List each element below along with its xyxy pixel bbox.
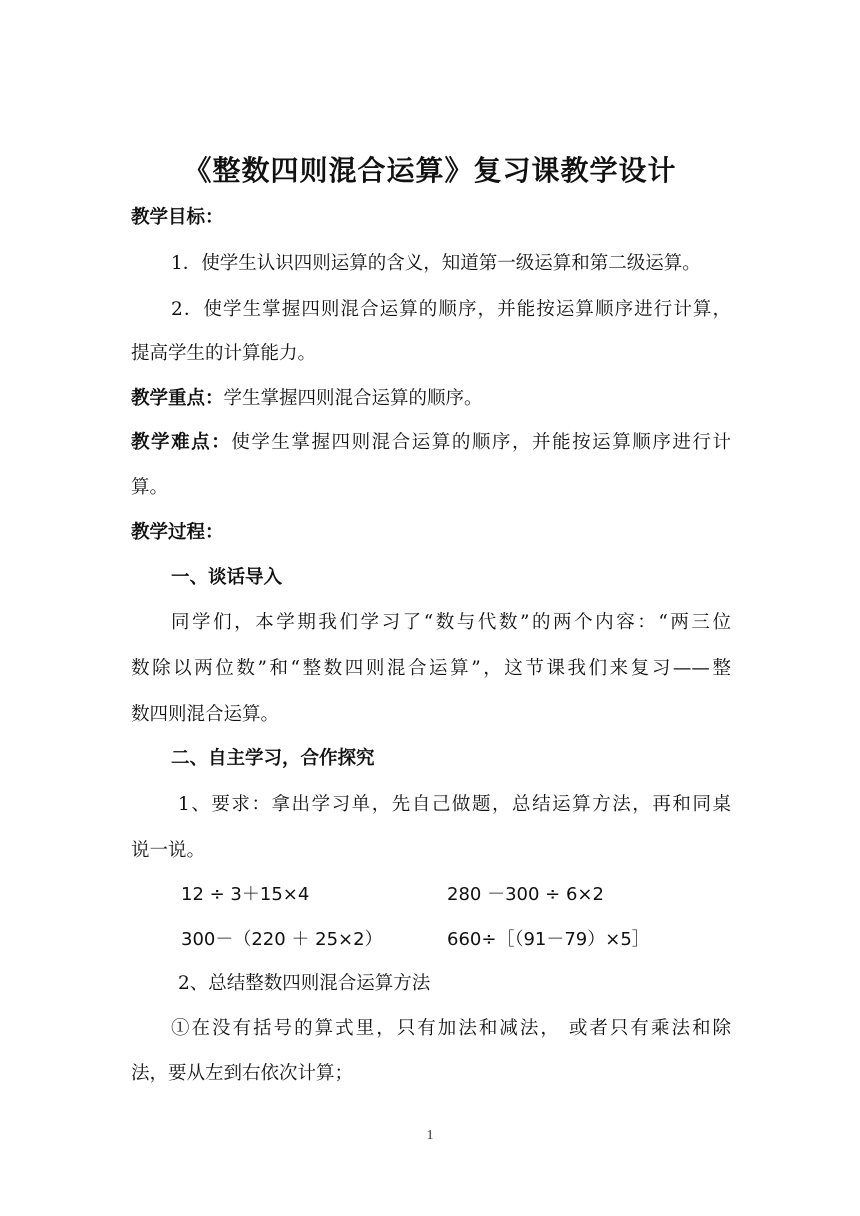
expression-2: 280 －300 ÷ 6×2 — [447, 884, 604, 905]
difficulty-label: 教学难点： — [131, 432, 232, 453]
process-heading: 教学过程： — [131, 522, 224, 543]
rule-1-line-2: 法，要从左到右依次计算； — [131, 1063, 354, 1084]
summary-title: 2、总结整数四则混合运算方法 — [178, 973, 431, 994]
goal-2-line-1: 2．使学生掌握四则混合运算的顺序，并能按运算顺序进行计算， — [171, 299, 731, 320]
goal-1: 1．使学生认识四则运算的含义，知道第一级运算和第二级运算。 — [171, 253, 701, 274]
difficulty-text: 使学生掌握四则混合运算的顺序，并能按运算顺序进行计 — [231, 432, 731, 453]
intro-line-1: 同学们，本学期我们学习了“数与代数”的两个内容：“两三位 — [171, 612, 731, 633]
key-point-text: 学生掌握四则混合运算的顺序。 — [223, 388, 483, 409]
intro-line-2: 数除以两位数”和“整数四则混合运算”，这节课我们来复习——整 — [131, 658, 731, 679]
difficulty-line-1 — [131, 429, 731, 457]
expression-1: 12 ÷ 3＋15×4 — [181, 884, 310, 905]
section-1-title: 一、谈话导入 — [171, 567, 283, 588]
key-point — [131, 385, 731, 413]
intro-line-3: 数四则混合运算。 — [131, 704, 280, 725]
expression-3: 300－（220 ＋ 25×2） — [181, 929, 383, 950]
rule-1-line-1: ①在没有括号的算式里，只有加法和减法， 或者只有乘法和除 — [171, 1018, 731, 1039]
section-2-title: 二、自主学习，合作探究 — [171, 748, 375, 769]
document-title: 《整数四则混合运算》复习课教学设计 — [183, 154, 677, 187]
goal-2-line-2: 提高学生的计算能力。 — [131, 343, 317, 364]
requirement-line-2: 说一说。 — [131, 840, 206, 861]
difficulty-line-2: 算。 — [131, 477, 169, 498]
page-number: 1 — [426, 1128, 434, 1143]
key-point-label: 教学重点： — [131, 388, 224, 409]
requirement-line-1: 1、要求：拿出学习单，先自己做题，总结运算方法，再和同桌 — [178, 794, 731, 815]
goals-heading: 教学目标： — [131, 207, 224, 228]
expression-4: 660÷［（91－79）×5］ — [447, 929, 650, 950]
